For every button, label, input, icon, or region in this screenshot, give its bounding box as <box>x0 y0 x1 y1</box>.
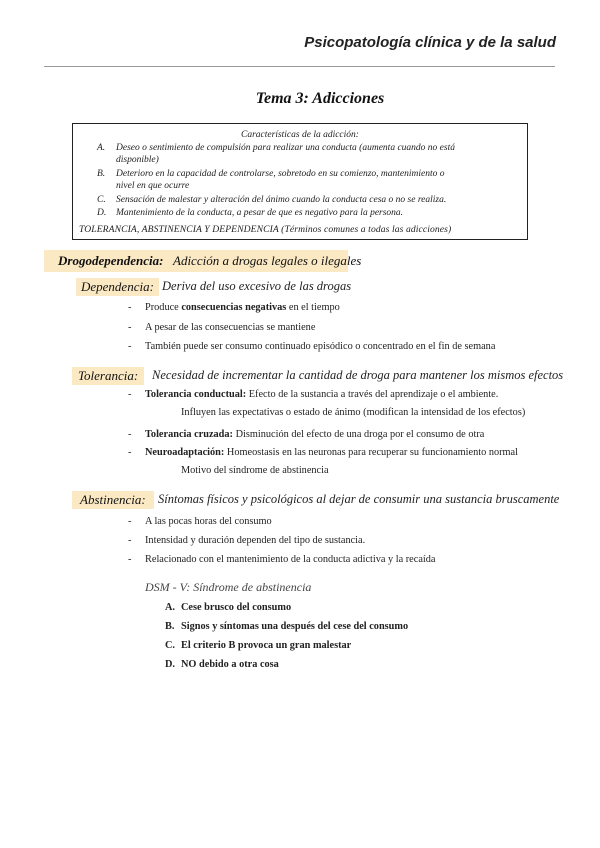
list-item: Neuroadaptación: Homeostasis en las neuronas para recuperar su funcionamiento normal <box>145 447 518 458</box>
characteristics-box <box>72 123 528 240</box>
list-item: Produce consecuencias negativas en el tiempo <box>145 302 340 313</box>
bullet-dash: - <box>128 554 132 565</box>
abstinencia-label: Abstinencia: <box>72 491 154 509</box>
tolerancia-definition: Necesidad de incrementar la cantidad de droga para mantener los mismos efectos <box>152 368 564 382</box>
dsm-item-text: Signos y síntomas una después del cese del consumo <box>181 621 409 632</box>
box-footer: TOLERANCIA, ABSTINENCIA Y DEPENDENCIA (Términos comunes a todas las adicciones) <box>79 224 452 235</box>
dsm-item-label: A. <box>165 602 176 613</box>
dependencia-label: Dependencia: <box>76 278 159 296</box>
box-item-label: D. <box>97 208 107 218</box>
dsm-item-text: NO debido a otra cosa <box>181 659 279 670</box>
dsm-item-text: Cese brusco del consumo <box>181 602 292 613</box>
box-item-label: C. <box>97 195 106 205</box>
list-item: Intensidad y duración dependen del tipo de sustancia. <box>145 535 366 546</box>
dsm-item-label: B. <box>165 621 175 632</box>
bullet-dash: - <box>128 322 132 333</box>
header-divider <box>44 66 555 67</box>
list-item-continuation: Motivo del síndrome de abstinencia <box>181 465 329 476</box>
drogodependencia-heading <box>44 250 362 272</box>
bullet-dash: - <box>128 341 132 352</box>
course-header: Psicopatología clínica y de la salud <box>304 34 556 51</box>
dsm-title: DSM - V: Síndrome de abstinencia <box>145 580 312 594</box>
box-item-text: Mantenimiento de la conducta, a pesar de que es negativo para la persona. <box>116 208 404 218</box>
abstinencia-definition: Síntomas físicos y psicológicos al dejar de consumir una sustancia bruscamente <box>158 492 560 506</box>
tolerancia-label: Tolerancia: <box>72 367 144 385</box>
drogodependencia-label: Drogodependencia: <box>58 253 164 268</box>
box-item-label: B. <box>97 169 106 179</box>
box-item-text: disponible) <box>116 155 159 165</box>
dependencia-definition: Deriva del uso excesivo de las drogas <box>162 279 352 293</box>
bullet-dash: - <box>128 535 132 546</box>
list-item: Relacionado con el mantenimiento de la conducta adictiva y la recaída <box>145 554 436 565</box>
bullet-dash: - <box>128 516 132 527</box>
drogodependencia-text: Adicción a drogas legales o ilegales <box>173 253 362 268</box>
bullet-dash: - <box>128 429 132 440</box>
box-item-text: Sensación de malestar y alteración del ánimo cuando la conducta cesa o no se realiza. <box>116 195 447 205</box>
dsm-item-text: El criterio B provoca un gran malestar <box>181 640 352 651</box>
list-item: También puede ser consumo continuado episódico o concentrado en el fin de semana <box>145 341 496 352</box>
dsm-item-label: D. <box>165 659 176 670</box>
box-item-text: Deterioro en la capacidad de controlarse, sobretodo en su comienzo, mantenimiento o <box>116 169 445 179</box>
box-item-label: A. <box>97 143 106 153</box>
bullet-dash: - <box>128 302 132 313</box>
list-item: Tolerancia cruzada: Disminución del efecto de una droga por el consumo de otra <box>145 429 485 440</box>
list-item: A las pocas horas del consumo <box>145 516 272 527</box>
bullet-dash: - <box>128 447 132 458</box>
box-item-text: nivel en que ocurre <box>116 181 190 191</box>
page-title: Tema 3: Adicciones <box>255 90 385 107</box>
list-item: Tolerancia conductual: Efecto de la sustancia a través del aprendizaje o el ambiente. <box>145 389 499 400</box>
list-item-continuation: Influyen las expectativas o estado de ánimo (modifican la intensidad de los efectos) <box>181 407 526 418</box>
dsm-item-label: C. <box>165 640 176 651</box>
box-caption: Características de la adicción: <box>241 130 359 140</box>
list-item: A pesar de las consecuencias se mantiene <box>145 322 316 333</box>
box-item-text: Deseo o sentimiento de compulsión para realizar una conducta (aumenta cuando no está <box>116 143 455 153</box>
bullet-dash: - <box>128 389 132 400</box>
